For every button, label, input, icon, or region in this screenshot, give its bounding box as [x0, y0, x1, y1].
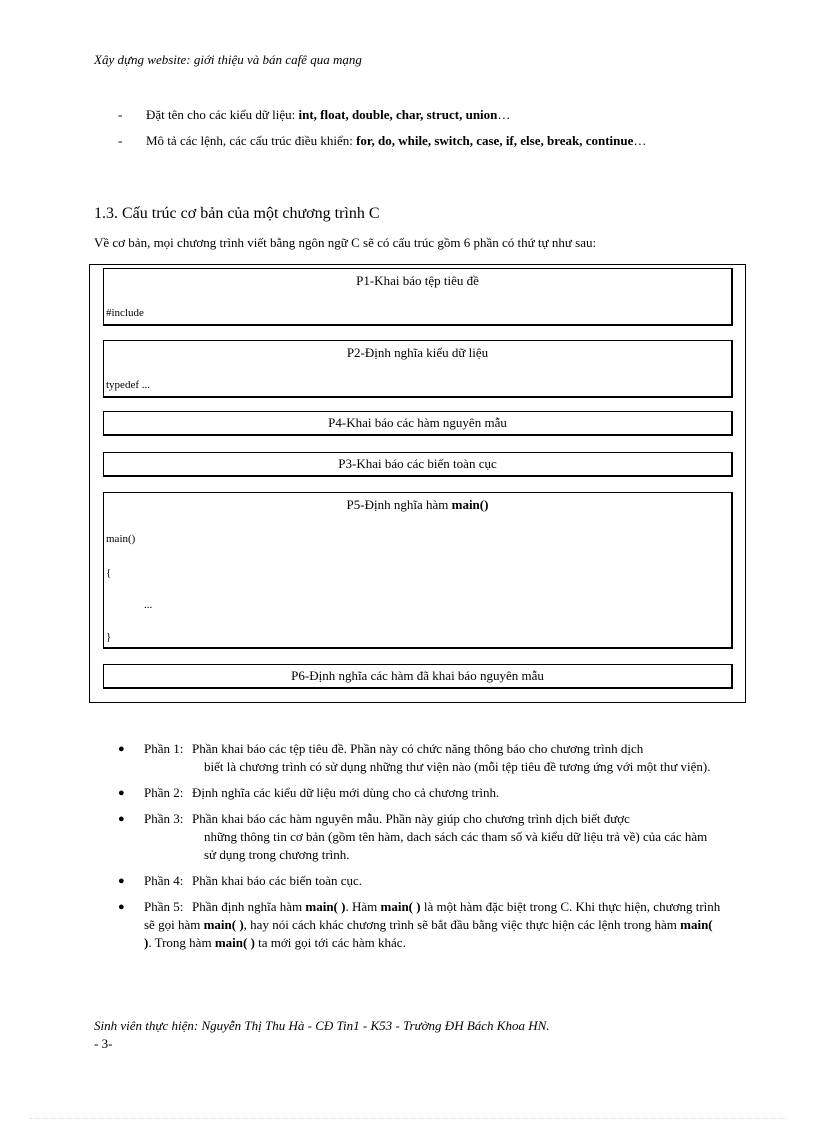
list-item: [118, 784, 722, 802]
code-line: typedef ...: [106, 379, 150, 391]
part-title: P3-Khai báo các biến toàn cục: [338, 456, 497, 471]
bullet-body: [144, 872, 722, 890]
bullet-text: [144, 899, 720, 950]
text-run: . Trong hàm: [148, 935, 215, 950]
code-line: ...: [144, 599, 153, 611]
running-header: Xây dựng website: giới thiệu và bán cafê qua mạng: [94, 52, 362, 67]
main-keyword: main( ): [203, 917, 244, 932]
bullet-body: [144, 898, 722, 952]
code-line: #include: [106, 307, 144, 319]
bullet-label: Phần 5:: [144, 899, 184, 914]
bullet-line: [144, 898, 722, 952]
bullet-label: Phần 4:: [144, 873, 184, 888]
dash-list: [94, 102, 734, 154]
part-box-p1: [103, 268, 733, 326]
part-title-main: main(): [451, 497, 489, 512]
bullet-icon: ●: [118, 743, 125, 755]
bullet-body: [144, 740, 722, 776]
page-number: - 3-: [94, 1036, 113, 1051]
dash-text: [146, 133, 646, 149]
bullet-continuation: những thông tin cơ bản (gồm tên hàm, dach sách các tham số và kiểu dữ liệu trả về) của các hàm sử dụng trong chương trình.: [204, 829, 708, 862]
bullet-line: [144, 810, 722, 828]
bullet-label: Phần 1:: [144, 741, 184, 756]
part-box-p6: [103, 664, 733, 689]
text-run: , hay nói cách khác chương trình sẽ bắt đầu bằng việc thực hiện các lệnh trong hàm: [243, 917, 681, 932]
code-line: {: [106, 567, 112, 579]
bullet-line: [144, 784, 722, 802]
list-item: [118, 740, 722, 776]
dash-mark: -: [118, 107, 123, 122]
list-item: [118, 898, 722, 952]
part-box-p4: [103, 411, 733, 436]
page-bottom-divider: [30, 1118, 786, 1119]
part-title: P2-Định nghĩa kiểu dữ liệu: [346, 345, 489, 360]
parts-bullet-list: [118, 740, 722, 960]
intro-paragraph: Về cơ bản, mọi chương trình viết bằng ngôn ngữ C sẽ có cấu trúc gồm 6 phần có thứ tự như sau:: [94, 235, 597, 250]
text-run: . Hàm: [345, 899, 381, 914]
main-keyword: main( ): [214, 935, 255, 950]
bullet-text: Phần khai báo các biến toàn cục.: [192, 873, 363, 888]
bullet-line: [144, 740, 722, 758]
dash-tail: …: [497, 107, 511, 122]
bullet-body: [144, 810, 722, 864]
list-item: [118, 872, 722, 890]
dash-lead: Mô tả các lệnh, các cấu trúc điều khiển:: [146, 133, 357, 148]
bullet-icon: ●: [118, 813, 125, 825]
part-title: P6-Định nghĩa các hàm đã khai báo nguyên mẫu: [291, 668, 544, 683]
dash-text: [146, 107, 510, 123]
part-title-text: P5-Định nghĩa hàm: [346, 497, 452, 512]
bullet-label: Phần 2:: [144, 785, 184, 800]
bullet-label: Phần 3:: [144, 811, 184, 826]
code-line: }: [106, 631, 112, 643]
dash-keywords: for, do, while, switch, case, if, else, break, continue: [356, 133, 634, 148]
dash-lead: Đặt tên cho các kiểu dữ liệu:: [146, 107, 299, 122]
dash-keywords: int, float, double, char, struct, union: [298, 107, 498, 122]
bullet-continuation: biết là chương trình có sử dụng những thư viện nào (mỗi tệp tiêu đề tương ứng với một thư viện).: [204, 759, 711, 774]
part-box-p3: [103, 452, 733, 477]
bullet-icon: ●: [118, 787, 125, 799]
part-box-p5: [103, 492, 733, 649]
bullet-line: [144, 872, 722, 890]
bullet-body: [144, 784, 722, 802]
part-title: P4-Khai báo các hàm nguyên mẫu: [328, 415, 507, 430]
main-keyword: main( ): [380, 899, 421, 914]
dash-item: [94, 128, 734, 154]
bullet-text: Phần khai báo các hàm nguyên mẫu. Phần này giúp cho chương trình dịch biết được: [192, 811, 630, 826]
part-title: P1-Khai báo tệp tiêu đề: [356, 273, 479, 288]
dash-item: [94, 102, 734, 128]
part-title: [104, 497, 731, 513]
part-box-p2: [103, 340, 733, 398]
dash-mark: -: [118, 133, 123, 148]
bullet-icon: ●: [118, 875, 125, 887]
main-keyword: main( ): [144, 917, 713, 950]
text-run: ta mới gọi tới các hàm khác.: [254, 935, 406, 950]
code-line: main(): [106, 533, 136, 545]
section-title: 1.3. Cấu trúc cơ bản của một chương trình C: [94, 205, 380, 222]
list-item: [118, 810, 722, 864]
bullet-text: Định nghĩa các kiểu dữ liệu mới dùng cho cả chương trình.: [192, 785, 500, 800]
bullet-text: Phần khai báo các tệp tiêu đề. Phần này có chức năng thông báo cho chương trình dịch: [192, 741, 644, 756]
bullet-icon: ●: [118, 901, 125, 913]
dash-tail: …: [633, 133, 647, 148]
text-run: Phần định nghĩa hàm: [192, 899, 306, 914]
text-run: là một hàm đặc biệt trong C. Khi thực hiện, chương trình sẽ gọi hàm: [144, 899, 721, 932]
main-keyword: main( ): [305, 899, 346, 914]
running-footer: Sinh viên thực hiện: Nguyễn Thị Thu Hà - CĐ Tin1 - K53 - Trường ĐH Bách Khoa HN.: [94, 1018, 550, 1033]
